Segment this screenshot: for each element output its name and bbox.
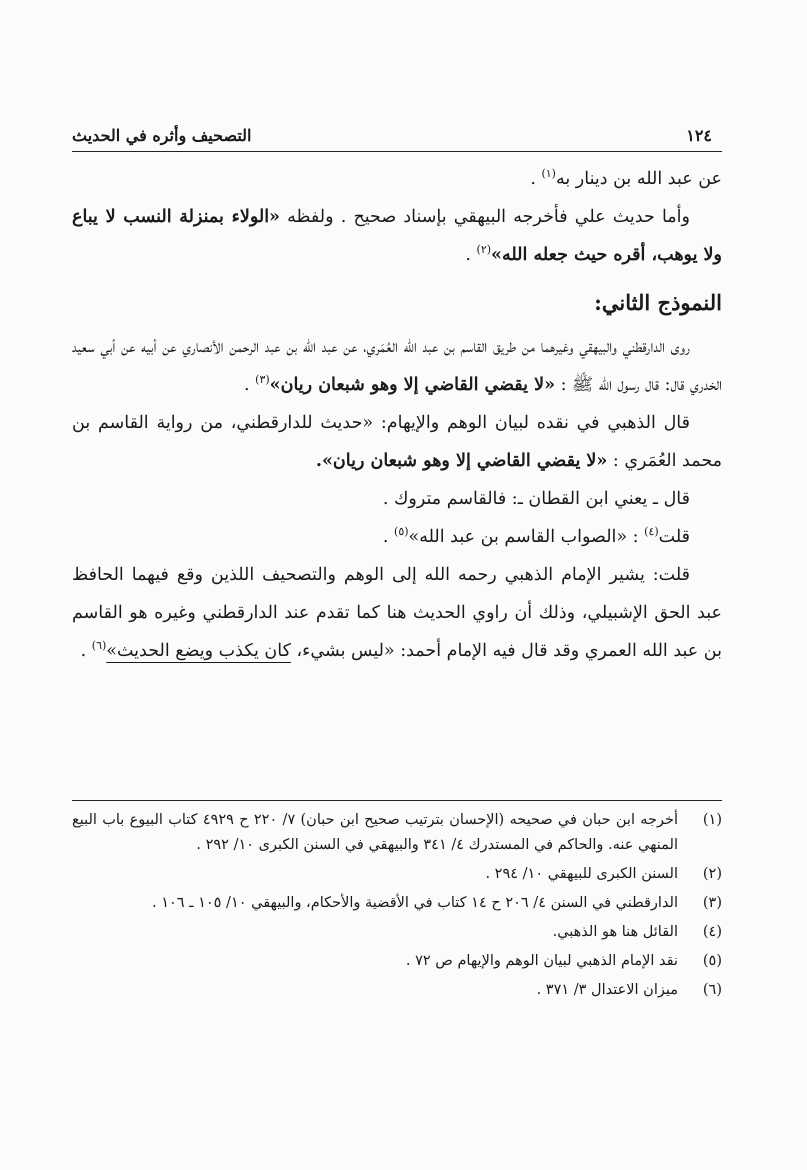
paragraph-6: قلت$^{(٤)}$ : «الصواب القاسم بن عبد الله»$^{(٥)}$ . — [382, 525, 690, 547]
footnote-text: نقد الإمام الذهبي لبيان الوهم والإيهام ص ٧٢ . — [405, 953, 678, 969]
footnote-text: القائل هنا هو الذهبي. — [552, 924, 678, 940]
footnote-number: (١) — [702, 812, 722, 828]
footnote-rule — [72, 800, 722, 801]
paragraph-7: قلت: يشير الإمام الذهبي رحمه الله إلى الوهم والتصحيف اللذين وقع فيهما الحافظ عبد الحق الإشبيلي، وذلك أن راوي الحديث هنا كما تقدم عند الدارقطني وغيره هو القاسم بن عبد الله العمري وقد قال فيه الإمام أحمد: «ليس بشيء، كان يكذب ويضع الحديث»$^{(٦)}$ . — [72, 565, 722, 661]
page-number: ١٢٤ — [686, 125, 712, 145]
footnote-number: (٥) — [702, 953, 722, 969]
paragraph-2: وأما حديث علي فأخرجه البيهقي بإسناد صحيح . ولفظه «الولاء بمنزلة النسب لا يباع ولا يوهب، أقره حيث جعله الله»$^{(٢)}$ . — [72, 207, 722, 265]
paragraph-1: عن عبد الله بن دينار به$^{(١)}$ . — [530, 167, 722, 189]
footnote-text: الدارقطني في السنن ٤/ ٢٠٦ ح ١٤ كتاب في الأقضية والأحكام، والبيهقي ١٠/ ١٠٥ ـ ١٠٦ . — [152, 895, 678, 911]
page-header — [72, 120, 712, 150]
footnote-number: (٦) — [702, 982, 722, 998]
footnotes — [72, 808, 722, 1007]
underlined-quote: كان يكذب ويضع الحديث» — [106, 641, 291, 661]
footnote-ref-3: (٣) — [255, 373, 270, 387]
footnote-number: (٤) — [702, 924, 722, 940]
footnote-ref-6: (٦) — [91, 639, 107, 653]
paragraph-3: روى الدارقطني والبيهقي وغيرهما من طريق القاسم بن عبد الله العُمَري، عن عبد الله بن عبد الرحمن الأنصاري عن أبيه عن أبي سعيد الخدري قال: قال رسول الله ﷺ : «لا يقضي القاضي إلا وهو شبعان ريان»$^{(٣)}$ . — [72, 337, 722, 395]
footnote — [72, 808, 722, 858]
header-rule — [72, 151, 722, 152]
footnote — [72, 862, 722, 887]
footnote-number: (٣) — [702, 895, 722, 911]
footnote-number: (٢) — [702, 866, 722, 882]
paragraph-5: قال ـ يعني ابن القطان ـ: فالقاسم متروك . — [382, 489, 690, 509]
footnote-ref-1: (١) — [541, 167, 556, 181]
paragraph-4: قال الذهبي في نقده لبيان الوهم والإيهام: «حديث للدارقطني، من رواية القاسم بن محمد العُمَري : «لا يقضي القاضي إلا وهو شبعان ريان». — [72, 413, 722, 471]
footnote-text: أخرجه ابن حبان في صحيحه (الإحسان بترتيب صحيح ابن حبان) ٧/ ٢٢٠ ح ٤٩٢٩ كتاب البيوع باب البيع المنهي عنه. والحاكم في المستدرك ٤/ ٣٤١ والبيهقي في السنن الكبرى ١٠/ ٢٩٢ . — [72, 812, 678, 853]
hadith-quote: «لا يقضي القاضي إلا وهو شبعان ريان». — [315, 451, 608, 471]
footnote — [72, 978, 722, 1003]
section-heading: النموذج الثاني: — [594, 290, 722, 315]
footnote-ref-4: (٤) — [644, 525, 659, 539]
main-text — [72, 160, 722, 670]
footnote-text: ميزان الاعتدال ٣/ ٣٧١ . — [536, 982, 678, 998]
footnote — [72, 949, 722, 974]
footnote — [72, 920, 722, 945]
footnote-text: السنن الكبرى للبيهقي ١٠/ ٢٩٤ . — [485, 866, 678, 882]
hadith-quote: «الولاء بمنزلة النسب لا يباع ولا يوهب، أقره حيث جعله الله» — [72, 207, 722, 265]
footnote-ref-5: (٥) — [394, 525, 409, 539]
footnote — [72, 891, 722, 916]
hadith-quote: «لا يقضي القاضي إلا وهو شبعان ريان» — [269, 375, 556, 395]
footnote-ref-2: (٢) — [476, 243, 492, 257]
running-title: التصحيف وأثره في الحديث — [72, 125, 252, 145]
